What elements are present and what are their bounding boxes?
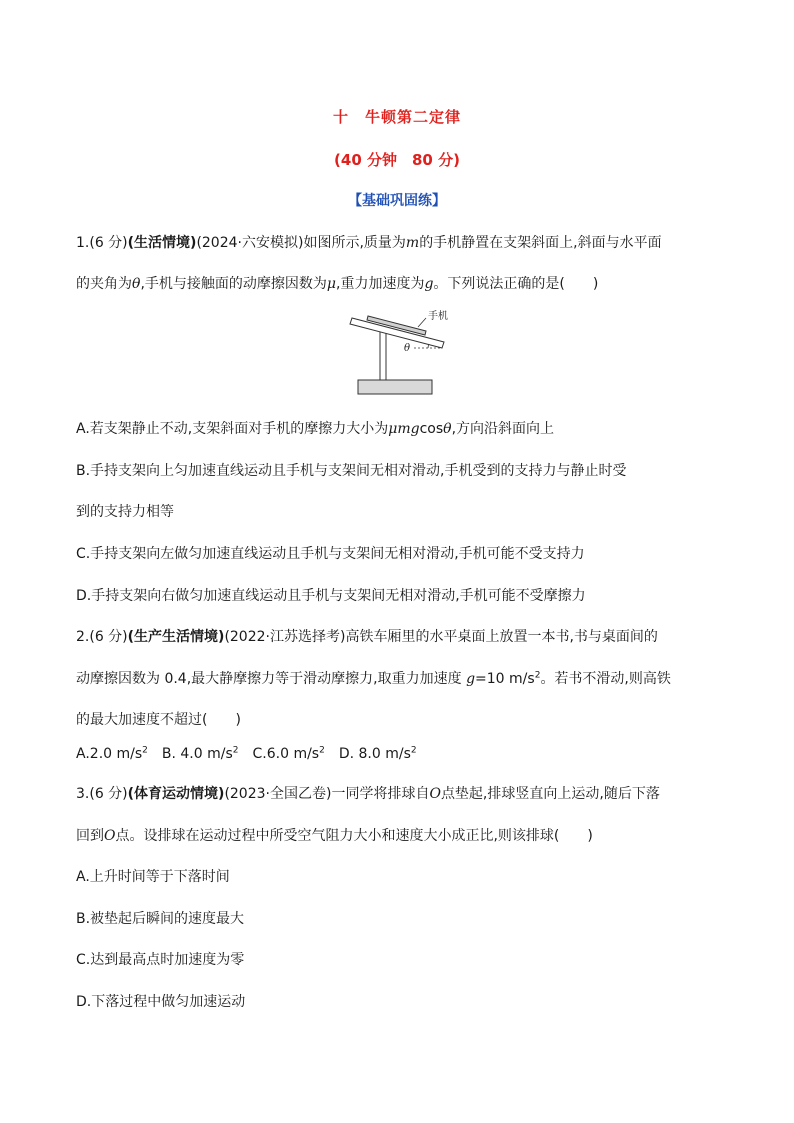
- q3-stem-text: 一同学将排球自: [331, 786, 430, 802]
- q2-stem-text: 。若书不滑动,则高铁: [540, 671, 671, 687]
- q2-stem-line-3: 的最大加速度不超过( ): [76, 712, 241, 728]
- q1-tag: (生活情境): [127, 235, 197, 251]
- var-mu: μ: [326, 276, 336, 292]
- q3-option-d: D.下落过程中做匀加速运动: [76, 994, 246, 1010]
- q3-stem-text: 点。设排球在运动过程中所受空气阻力大小和速度大小成正比,则该排球( ): [115, 828, 593, 844]
- q1-stem-text: 。下列说法正确的是( ): [433, 276, 599, 292]
- q3-stem-line-1: [76, 784, 726, 804]
- q2-number: 2.(6 分): [76, 629, 128, 645]
- figure-label-phone: 手机: [428, 311, 448, 322]
- q3-option-c: C.达到最高点时加速度为零: [76, 952, 245, 968]
- var-g: g: [424, 276, 434, 292]
- formula-mumg: μmg: [388, 421, 420, 437]
- q1-option-a: [76, 419, 726, 439]
- q1-stem-text: 的手机静置在支架斜面上,斜面与水平面: [419, 235, 662, 251]
- q2-option-d: D. 8.0 m/s: [324, 746, 411, 762]
- figure-angle-theta: θ: [404, 343, 411, 354]
- page-title: 十 牛顿第二定律: [332, 108, 461, 126]
- q2-option-b: B. 4.0 m/s: [147, 746, 233, 762]
- formula-cos: cos: [419, 421, 444, 437]
- q2-stem-text: 高铁车厢里的水平桌面上放置一本书,书与桌面间的: [345, 629, 658, 645]
- superscript-2: 2: [232, 745, 239, 756]
- superscript-2: 2: [534, 670, 541, 681]
- var-O: O: [104, 828, 116, 844]
- q1-option-b-line-1: B.手持支架向上匀加速直线运动且手机与支架间无相对滑动,手机受到的支持力与静止时受: [76, 463, 627, 479]
- q1-option-a-text: A.若支架静止不动,支架斜面对手机的摩擦力大小为: [76, 421, 389, 437]
- q1-stem-text: 的夹角为: [76, 276, 132, 292]
- q3-option-a: A.上升时间等于下落时间: [76, 869, 230, 885]
- q2-source: (2022·江苏选择考): [224, 629, 346, 645]
- incline-plate: [350, 318, 444, 348]
- superscript-2: 2: [319, 745, 325, 756]
- superscript-2: 2: [410, 745, 417, 756]
- var-theta: θ: [132, 276, 141, 292]
- q2-stem-text: =10 m/s: [475, 671, 535, 687]
- q2-options: [76, 744, 726, 764]
- q3-stem-text: 点垫起,排球竖直向上运动,随后下落: [440, 786, 660, 802]
- q3-option-b: B.被垫起后瞬间的速度最大: [76, 911, 245, 927]
- q2-stem-text: 动摩擦因数为 0.4,最大静摩擦力等于滑动摩擦力,取重力加速度: [76, 671, 467, 687]
- q2-tag: (生产生活情境): [127, 629, 225, 645]
- q2-option-a: A.2.0 m/s: [76, 746, 143, 762]
- q1-stem-text: ,手机与接触面的动摩擦因数为: [140, 276, 327, 292]
- q1-source: (2024·六安模拟): [196, 235, 304, 251]
- q1-stem-line-2: [76, 274, 726, 294]
- q1-stem-text: ,重力加速度为: [336, 276, 425, 292]
- section-heading: 【基础巩固练】: [348, 193, 446, 209]
- q3-source: (2023·全国乙卷): [224, 786, 332, 802]
- stand-base: [358, 380, 432, 394]
- time-score-note: (40 分钟 80 分): [334, 151, 460, 169]
- q1-option-c: C.手持支架向左做匀加速直线运动且手机与支架间无相对滑动,手机可能不受支持力: [76, 546, 585, 562]
- q2-stem-line-2: [76, 669, 726, 689]
- formula-theta: θ: [443, 421, 452, 437]
- label-leader: [418, 318, 426, 327]
- var-g: g: [466, 671, 476, 687]
- q1-stem-line-1: [76, 233, 726, 253]
- q2-option-c: C.6.0 m/s: [238, 746, 320, 762]
- q3-number: 3.(6 分): [76, 786, 128, 802]
- q3-stem-text: 回到: [76, 828, 104, 844]
- q1-option-b-line-2: 到的支持力相等: [76, 504, 174, 520]
- phone-stand-figure: [340, 304, 470, 400]
- superscript-2: 2: [142, 745, 148, 756]
- var-m: m: [405, 235, 420, 251]
- var-O: O: [429, 786, 441, 802]
- q1-option-a-text: ,方向沿斜面向上: [451, 421, 555, 437]
- q1-stem-text: 如图所示,质量为: [303, 235, 406, 251]
- q3-stem-line-2: [76, 826, 726, 846]
- q1-option-d: D.手持支架向右做匀加速直线运动且手机与支架间无相对滑动,手机可能不受摩擦力: [76, 588, 586, 604]
- q1-number: 1.(6 分): [76, 235, 128, 251]
- q2-stem-line-1: [76, 627, 726, 647]
- q3-tag: (体育运动情境): [127, 786, 225, 802]
